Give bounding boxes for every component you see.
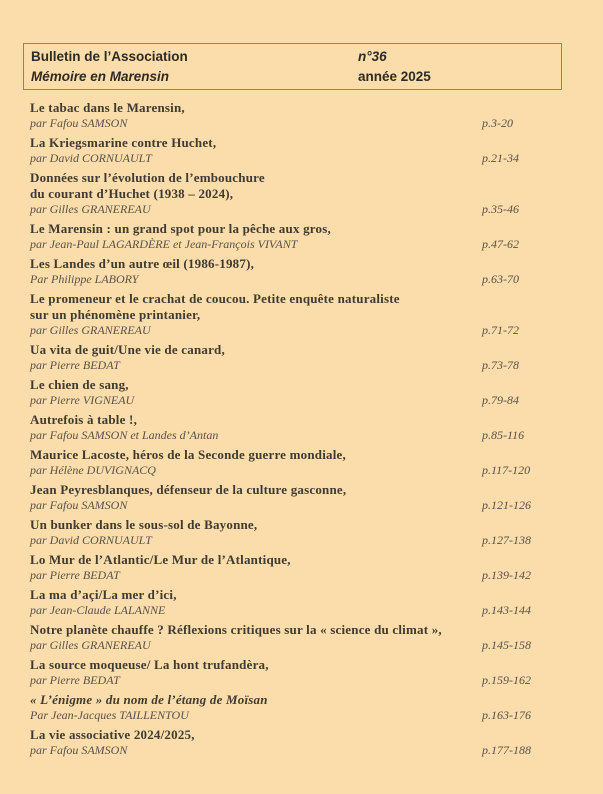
- toc-entry: [30, 342, 575, 373]
- article-author: par Pierre BEDAT: [30, 568, 120, 582]
- article-pages: p.139-142: [482, 568, 531, 582]
- article-author: par Pierre VIGNEAU: [30, 393, 135, 407]
- article-title: Le tabac dans le Marensin,: [30, 100, 185, 115]
- article-pages: p.121-126: [482, 498, 531, 512]
- article-pages: p.117-120: [482, 463, 531, 477]
- article-author: par Fafou SAMSON: [30, 116, 128, 130]
- article-title: Maurice Lacoste, héros de la Seconde guerre mondiale,: [30, 447, 346, 462]
- article-author-row: [30, 428, 575, 443]
- article-author: par David CORNUAULT: [30, 151, 152, 165]
- article-author-row: [30, 323, 575, 338]
- article-author: Par Philippe LABORY: [30, 272, 139, 286]
- article-pages: p.163-176: [482, 708, 531, 722]
- issue-year: année 2025: [358, 69, 431, 84]
- article-title: Les Landes d’un autre œil (1986-1987),: [30, 256, 255, 271]
- article-author: par Hélène DUVIGNACQ: [30, 463, 156, 477]
- article-pages: p.21-34: [482, 151, 519, 165]
- article-author-row: [30, 272, 575, 287]
- article-author-row: [30, 603, 575, 618]
- toc-entry: [30, 552, 575, 583]
- toc-entry: [30, 692, 575, 723]
- article-author-row: [30, 151, 575, 166]
- issue-number: n°36: [358, 49, 387, 64]
- article-author-row: [30, 673, 575, 688]
- article-author-row: [30, 463, 575, 478]
- toc-entry: [30, 221, 575, 252]
- article-author-row: [30, 708, 575, 723]
- toc-entry: [30, 256, 575, 287]
- article-pages: p.73-78: [482, 358, 519, 372]
- article-author: par Fafou SAMSON: [30, 743, 128, 757]
- article-title: La ma d’açi/La mer d’ici,: [30, 587, 177, 602]
- article-pages: p.145-158: [482, 638, 531, 652]
- article-author-row: [30, 743, 575, 758]
- article-pages: p.71-72: [482, 323, 519, 337]
- toc-entry: [30, 657, 575, 688]
- article-author-row: [30, 237, 575, 252]
- article-pages: p.127-138: [482, 533, 531, 547]
- header-left-column: [31, 47, 358, 87]
- article-author: par Pierre BEDAT: [30, 673, 120, 687]
- article-author: par Gilles GRANEREAU: [30, 638, 151, 652]
- article-title: du courant d’Huchet (1938 – 2024),: [30, 186, 234, 201]
- article-title: sur un phénomène printanier,: [30, 307, 201, 322]
- article-author-row: [30, 498, 575, 513]
- article-author-row: [30, 533, 575, 548]
- article-title: Le chien de sang,: [30, 377, 129, 392]
- article-title: Autrefois à table !,: [30, 412, 138, 427]
- toc-entry: [30, 135, 575, 166]
- article-title: La Kriegsmarine contre Huchet,: [30, 135, 217, 150]
- article-title: La vie associative 2024/2025,: [30, 727, 195, 742]
- article-author-row: [30, 202, 575, 217]
- header-right-column: [358, 47, 431, 87]
- article-title: La source moqueuse/ La hont trufandèra,: [30, 657, 269, 672]
- article-pages: p.85-116: [482, 428, 525, 442]
- article-author-row: [30, 358, 575, 373]
- toc-entry: [30, 170, 575, 217]
- article-pages: p.63-70: [482, 272, 519, 286]
- toc-entry: [30, 412, 575, 443]
- article-author-row: [30, 393, 575, 408]
- article-pages: p.79-84: [482, 393, 519, 407]
- article-title: Le promeneur et le crachat de coucou. Petite enquête naturaliste: [30, 291, 400, 306]
- article-pages: p.47-62: [482, 237, 519, 251]
- toc-entry: [30, 517, 575, 548]
- toc-entry: [30, 377, 575, 408]
- article-title: Ua vita de guit/Une vie de canard,: [30, 342, 225, 357]
- bulletin-header: [23, 43, 562, 90]
- article-pages: p.177-188: [482, 743, 531, 757]
- article-author: par Fafou SAMSON: [30, 498, 128, 512]
- toc-entry: [30, 100, 575, 131]
- article-pages: p.143-144: [482, 603, 531, 617]
- article-author: par David CORNUAULT: [30, 533, 152, 547]
- article-pages: p.35-46: [482, 202, 519, 216]
- article-author-row: [30, 568, 575, 583]
- association-name: Mémoire en Marensin: [31, 69, 170, 84]
- toc-entry: [30, 587, 575, 618]
- article-title: « L’énigme » du nom de l’étang de Moïsan: [30, 692, 268, 707]
- article-pages: p.3-20: [482, 116, 513, 130]
- toc-list: [30, 100, 575, 762]
- toc-entry: [30, 291, 575, 338]
- article-title: Données sur l’évolution de l’embouchure: [30, 170, 265, 185]
- toc-entry: [30, 727, 575, 758]
- article-author: par Pierre BEDAT: [30, 358, 120, 372]
- article-author: Par Jean-Jacques TAILLENTOU: [30, 708, 189, 722]
- article-title: Jean Peyresblanques, défenseur de la culture gasconne,: [30, 482, 347, 497]
- article-author-row: [30, 116, 575, 131]
- article-author: par Gilles GRANEREAU: [30, 202, 151, 216]
- article-author: par Jean-Paul LAGARDÈRE et Jean-François VIVANT: [30, 237, 298, 251]
- article-title: Un bunker dans le sous-sol de Bayonne,: [30, 517, 258, 532]
- toc-entry: [30, 482, 575, 513]
- article-author: par Gilles GRANEREAU: [30, 323, 151, 337]
- article-author: par Jean-Claude LALANNE: [30, 603, 166, 617]
- bulletin-title: Bulletin de l’Association: [31, 49, 188, 64]
- article-title: Lo Mur de l’Atlantic/Le Mur de l’Atlantique,: [30, 552, 291, 567]
- toc-entry: [30, 447, 575, 478]
- article-author-row: [30, 638, 575, 653]
- article-title: Notre planète chauffe ? Réflexions critiques sur la « science du climat »,: [30, 622, 442, 637]
- article-pages: p.159-162: [482, 673, 531, 687]
- article-author: par Fafou SAMSON et Landes d’Antan: [30, 428, 219, 442]
- toc-entry: [30, 622, 575, 653]
- article-title: Le Marensin : un grand spot pour la pêche aux gros,: [30, 221, 331, 236]
